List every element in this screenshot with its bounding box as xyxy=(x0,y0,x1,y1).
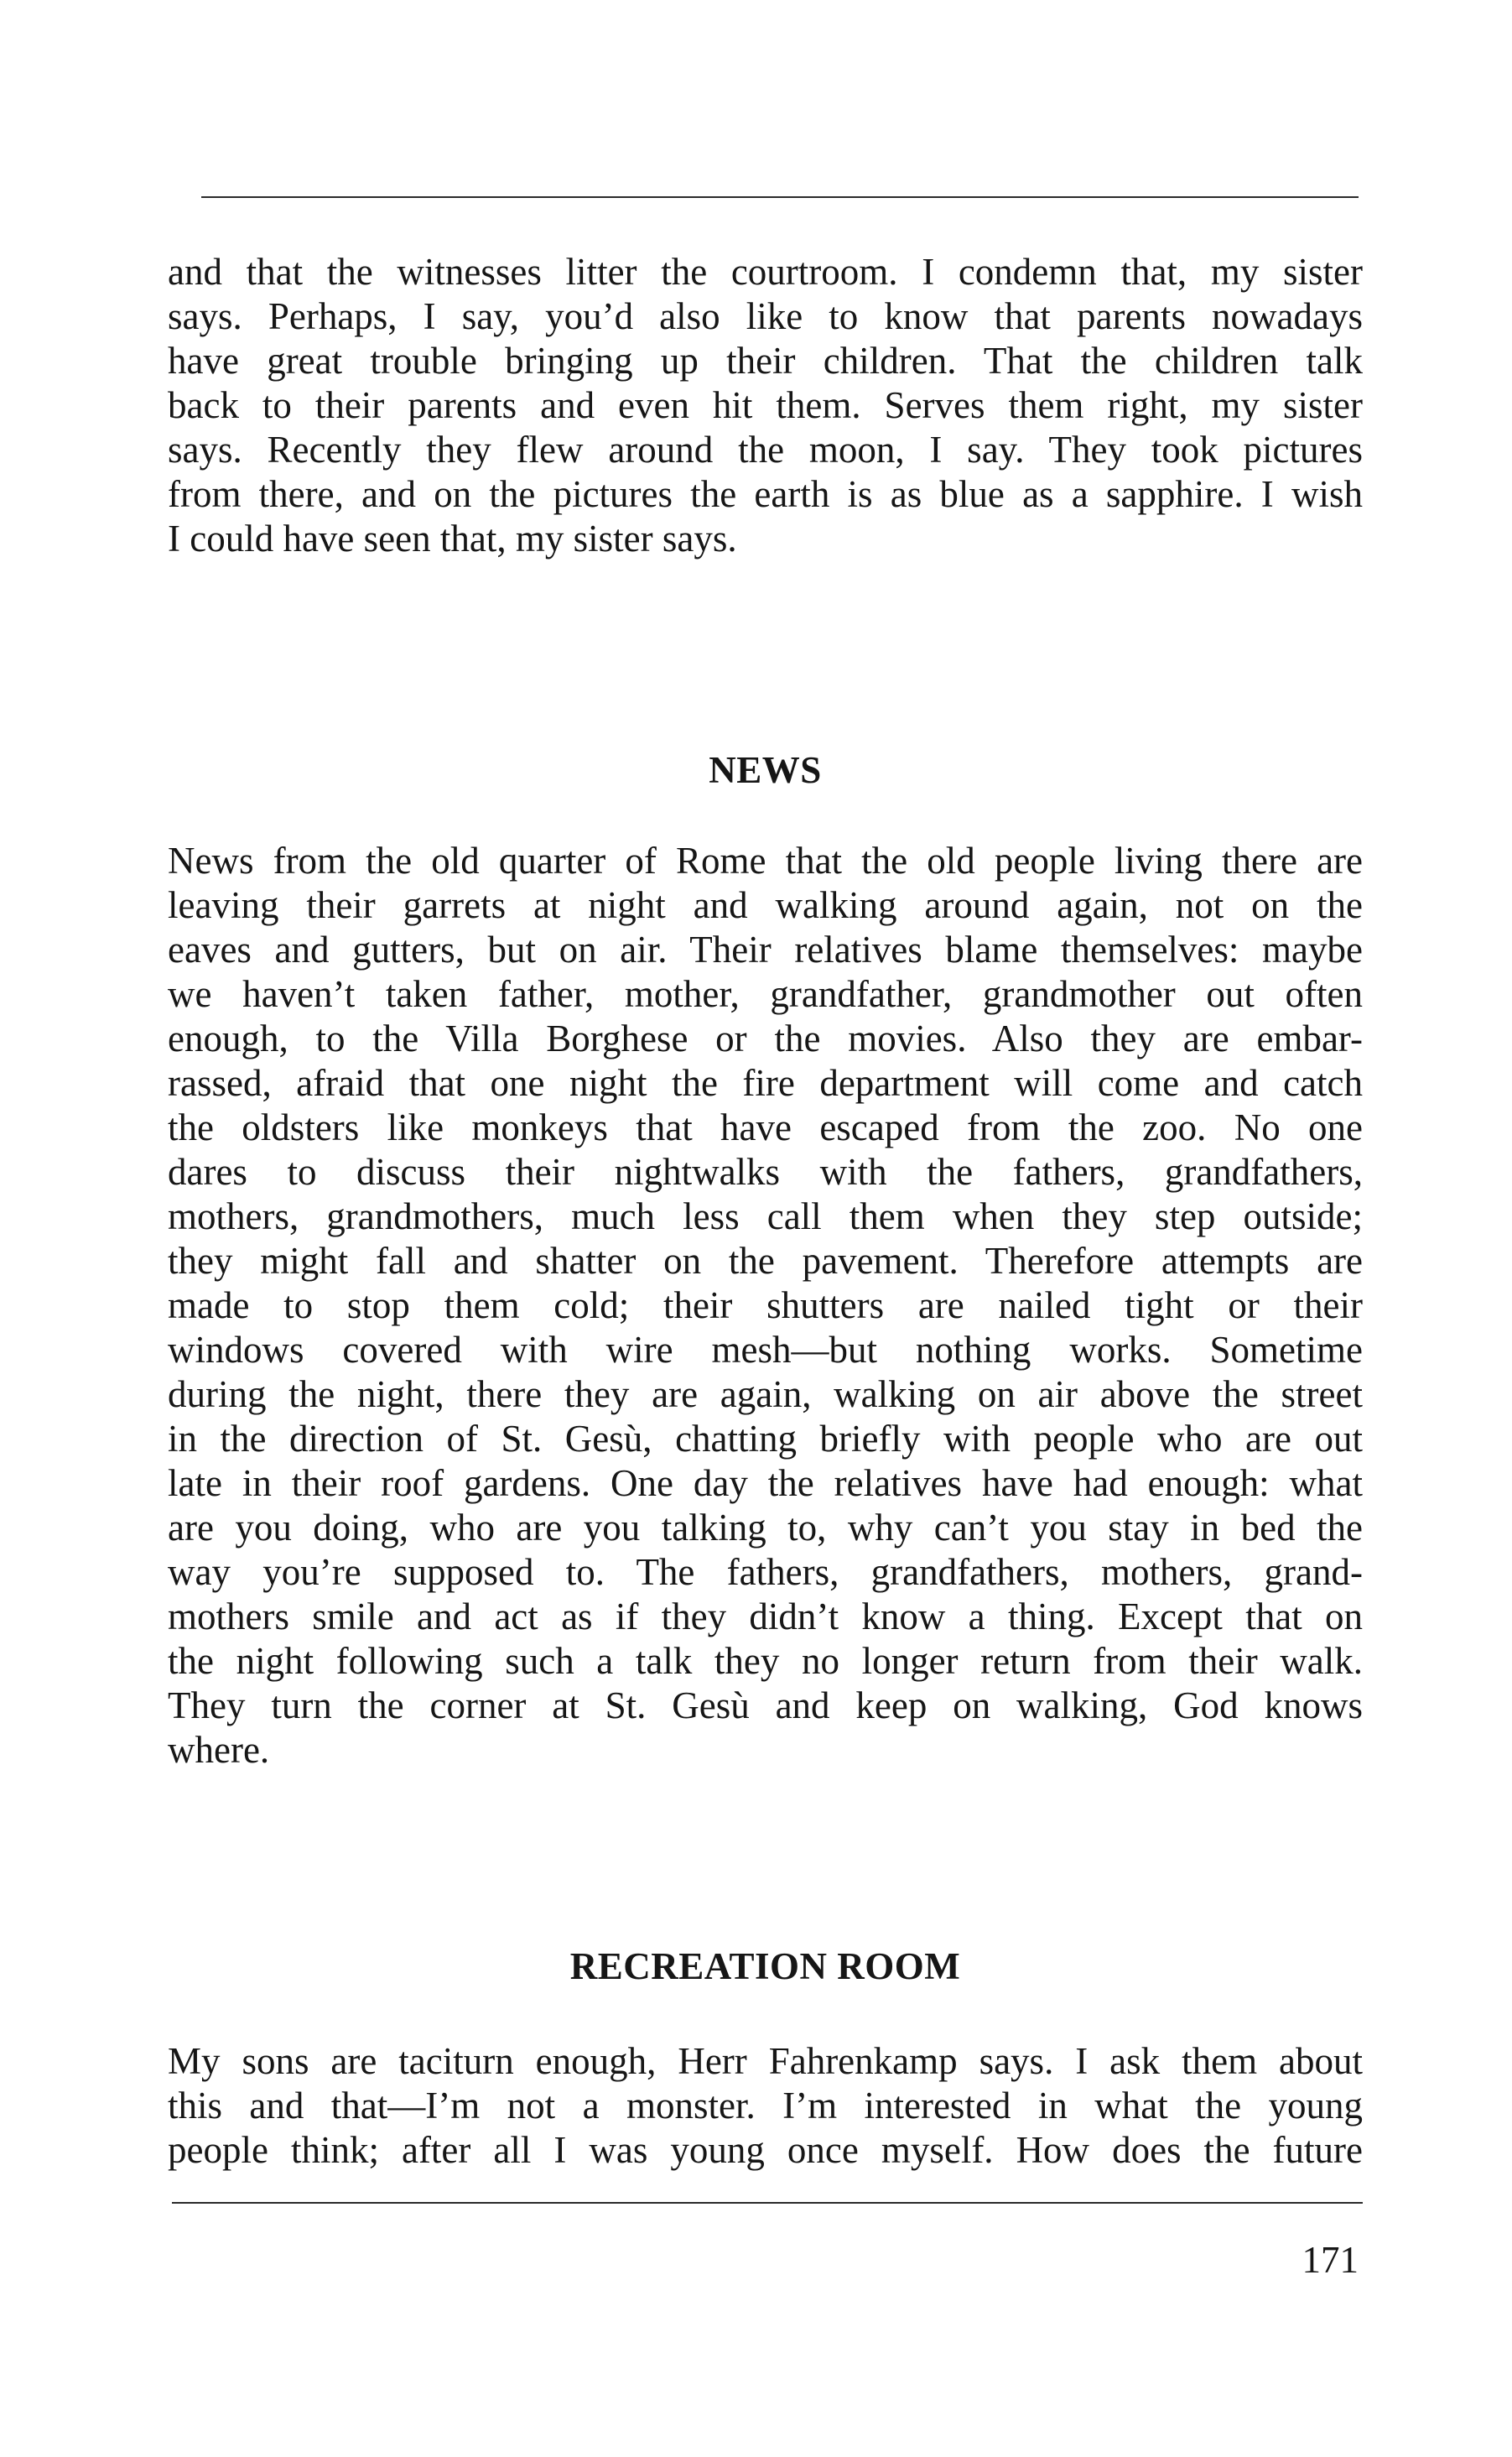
text-line: we haven’t taken father, mother, grandfather, grandmother out often xyxy=(168,973,1363,1015)
text-line: during the night, there they are again, walking on air above the street xyxy=(168,1373,1363,1415)
text-line: made to stop them cold; their shutters are nailed tight or their xyxy=(168,1284,1363,1326)
text-line: They turn the corner at St. Gesù and keep on walking, God knows xyxy=(168,1684,1363,1726)
page-number: 171 xyxy=(1302,2239,1359,2281)
text-line: says. Recently they flew around the moon, I say. They took pictures xyxy=(168,429,1363,471)
text-line: eaves and gutters, but on air. Their relatives blame themselves: maybe xyxy=(168,929,1363,971)
text-line: leaving their garrets at night and walking around again, not on the xyxy=(168,884,1363,926)
text-line: dares to discuss their nightwalks with the fathers, grandfathers, xyxy=(168,1151,1363,1193)
text-line: My sons are taciturn enough, Herr Fahrenkamp says. I ask them about xyxy=(168,2040,1363,2082)
text-line: in the direction of St. Gesù, chatting briefly with people who are out xyxy=(168,1418,1363,1460)
text-line: News from the old quarter of Rome that the old people living there are xyxy=(168,840,1363,882)
text-line: where. xyxy=(168,1729,270,1771)
text-line: and that the witnesses litter the courtroom. I condemn that, my sister xyxy=(168,251,1363,293)
text-line: the night following such a talk they no longer return from their walk. xyxy=(168,1640,1363,1682)
text-line: I could have seen that, my sister says. xyxy=(168,518,737,560)
news-paragraph xyxy=(168,839,1363,1772)
text-line: windows covered with wire mesh—but nothing works. Sometime xyxy=(168,1329,1363,1371)
text-line: mothers, grandmothers, much less call them when they step outside; xyxy=(168,1195,1363,1237)
text-line: rassed, afraid that one night the fire department will come and catch xyxy=(168,1062,1363,1104)
continuation-paragraph xyxy=(168,250,1363,561)
text-line: people think; after all I was young once myself. How does the future xyxy=(168,2129,1363,2171)
text-line: says. Perhaps, I say, you’d also like to know that parents nowadays xyxy=(168,295,1363,337)
text-line: have great trouble bringing up their children. That the children talk xyxy=(168,340,1363,382)
bottom-rule xyxy=(172,2202,1363,2204)
text-line: mothers smile and act as if they didn’t know a thing. Except that on xyxy=(168,1595,1363,1637)
text-line: they might fall and shatter on the pavement. Therefore attempts are xyxy=(168,1240,1363,1282)
text-line: back to their parents and even hit them. Serves them right, my sister xyxy=(168,384,1363,426)
section-heading-recreation-room: RECREATION ROOM xyxy=(569,1945,961,1987)
text-line: are you doing, who are you talking to, why can’t you stay in bed the xyxy=(168,1507,1363,1549)
top-rule xyxy=(201,196,1359,198)
text-line: from there, and on the pictures the earth is as blue as a sapphire. I wish xyxy=(168,473,1363,515)
text-line: this and that—I’m not a monster. I’m interested in what the young xyxy=(168,2085,1363,2126)
section-heading-news: NEWS xyxy=(709,749,822,791)
text-line: enough, to the Villa Borghese or the movies. Also they are embar- xyxy=(168,1018,1363,1059)
text-line: late in their roof gardens. One day the relatives have had enough: what xyxy=(168,1462,1363,1504)
recreation-room-paragraph xyxy=(168,2039,1363,2173)
text-line: way you’re supposed to. The fathers, grandfathers, mothers, grand- xyxy=(168,1551,1363,1593)
text-line: the oldsters like monkeys that have escaped from the zoo. No one xyxy=(168,1106,1363,1148)
